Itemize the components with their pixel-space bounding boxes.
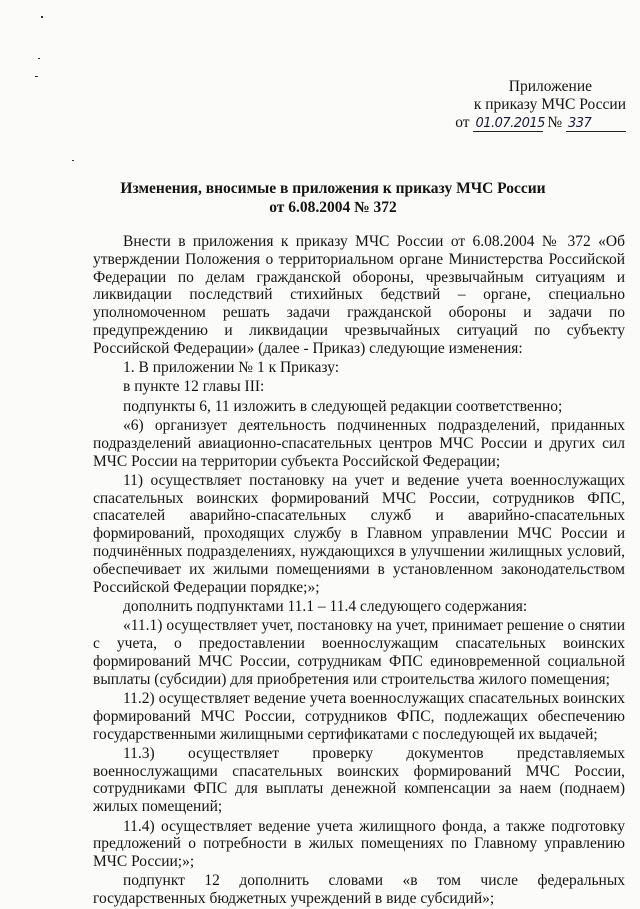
paragraph: в пункте 12 главы III: [123, 378, 265, 396]
order-reference: к приказу МЧС России [473, 96, 626, 113]
scan-speck [72, 160, 74, 161]
document-body [93, 233, 625, 909]
appendix-header [455, 78, 626, 132]
handwritten-number: 337 [566, 117, 626, 132]
paragraph: 11.3) осуществляет проверку документов представляемых военнослужащими спасательных воинских формирований МЧС России, сотрудниками ФПС для выплаты денежной компенсации за наем (поднаем) жилых помещений; [93, 744, 625, 816]
paragraph: дополнить подпунктами 11.1 – 11.4 следующего содержания: [123, 597, 528, 615]
from-label: от [455, 114, 470, 131]
order-date-number [455, 114, 626, 132]
paragraph: «11.1) осуществляет учет, постановку на учет, принимает решение о снятии с учета, о предоставлении военнослужащим спасательных воинских формирований МЧС России, сотрудникам ФПС единовременной социальной выплаты (субсидии) для приобретения или строительства жилого помещения; [93, 617, 625, 688]
paragraph: 11.2) осуществляет ведение учета военнослужащих спасательных воинских формирований МЧС России, сотрудников ФПС, подлежащих обеспечению государственными жилищными сертификатами с последующей их выдачей; [93, 689, 625, 743]
title-line-1: Изменения, вносимые в приложения к приказу МЧС России [120, 180, 546, 197]
paragraph: 11) осуществляет постановку на учет и ведение учета военнослужащих спасательных воинских формирований МЧС России, сотрудников ФПС, спасателей аварийно-спасательных служб и аварийно-спасательных формирований, проходящих службу в Главном управлении МЧС России и подчинённых подразделениях, нуждающихся в улучшении жилищных условий, обеспечивает их жилыми помещениями в установленном законодательством Российской Федерации порядке;»; [93, 471, 625, 596]
paragraph: «6) организует деятельность подчиненных подразделений, приданных подразделений авиационно-спасательных центров МЧС России и других сил МЧС России на территории субъекта Российской Федерации; [93, 416, 625, 470]
paragraph: 11.4) осуществляет ведение учета жилищного фонда, а также подготовку предложений о потребности в жилых помещениях по Главному управлению МЧС России;»; [93, 817, 625, 871]
scan-speck [41, 16, 43, 18]
handwritten-date: 01.07.2015 [475, 116, 545, 131]
scan-speck [35, 76, 38, 77]
document-title [93, 179, 573, 217]
appendix-label: Приложение [508, 78, 592, 95]
paragraph: подпункты 6, 11 изложить в следующей редакции соответственно; [123, 397, 563, 415]
paragraph: 1. В приложении № 1 к Приказу: [123, 359, 340, 377]
scan-speck [38, 58, 40, 59]
paragraph: подпункт 12 дополнить словами «в том числе федеральных государственных бюджетных учреждений в виде субсидий»; [93, 872, 625, 908]
intro-paragraph: Внести в приложения к приказу МЧС России от 6.08.2004 № 372 «Об утверждении Положения о территориальном органе Министерства Российской Федерации по делам гражданской обороны, чрезвычайным ситуациям и ликвидации последствий стихийных бедствий – органе, специально уполномоченном решать задачи гражданской обороны и задачи по предупреждению и ликвидации чрезвычайных ситуаций по субъекту Российской Федерации» (далее - Приказ) следующие изменения: [93, 233, 625, 357]
number-label: № [547, 114, 563, 131]
title-line-2: от 6.08.2004 № 372 [269, 199, 397, 216]
